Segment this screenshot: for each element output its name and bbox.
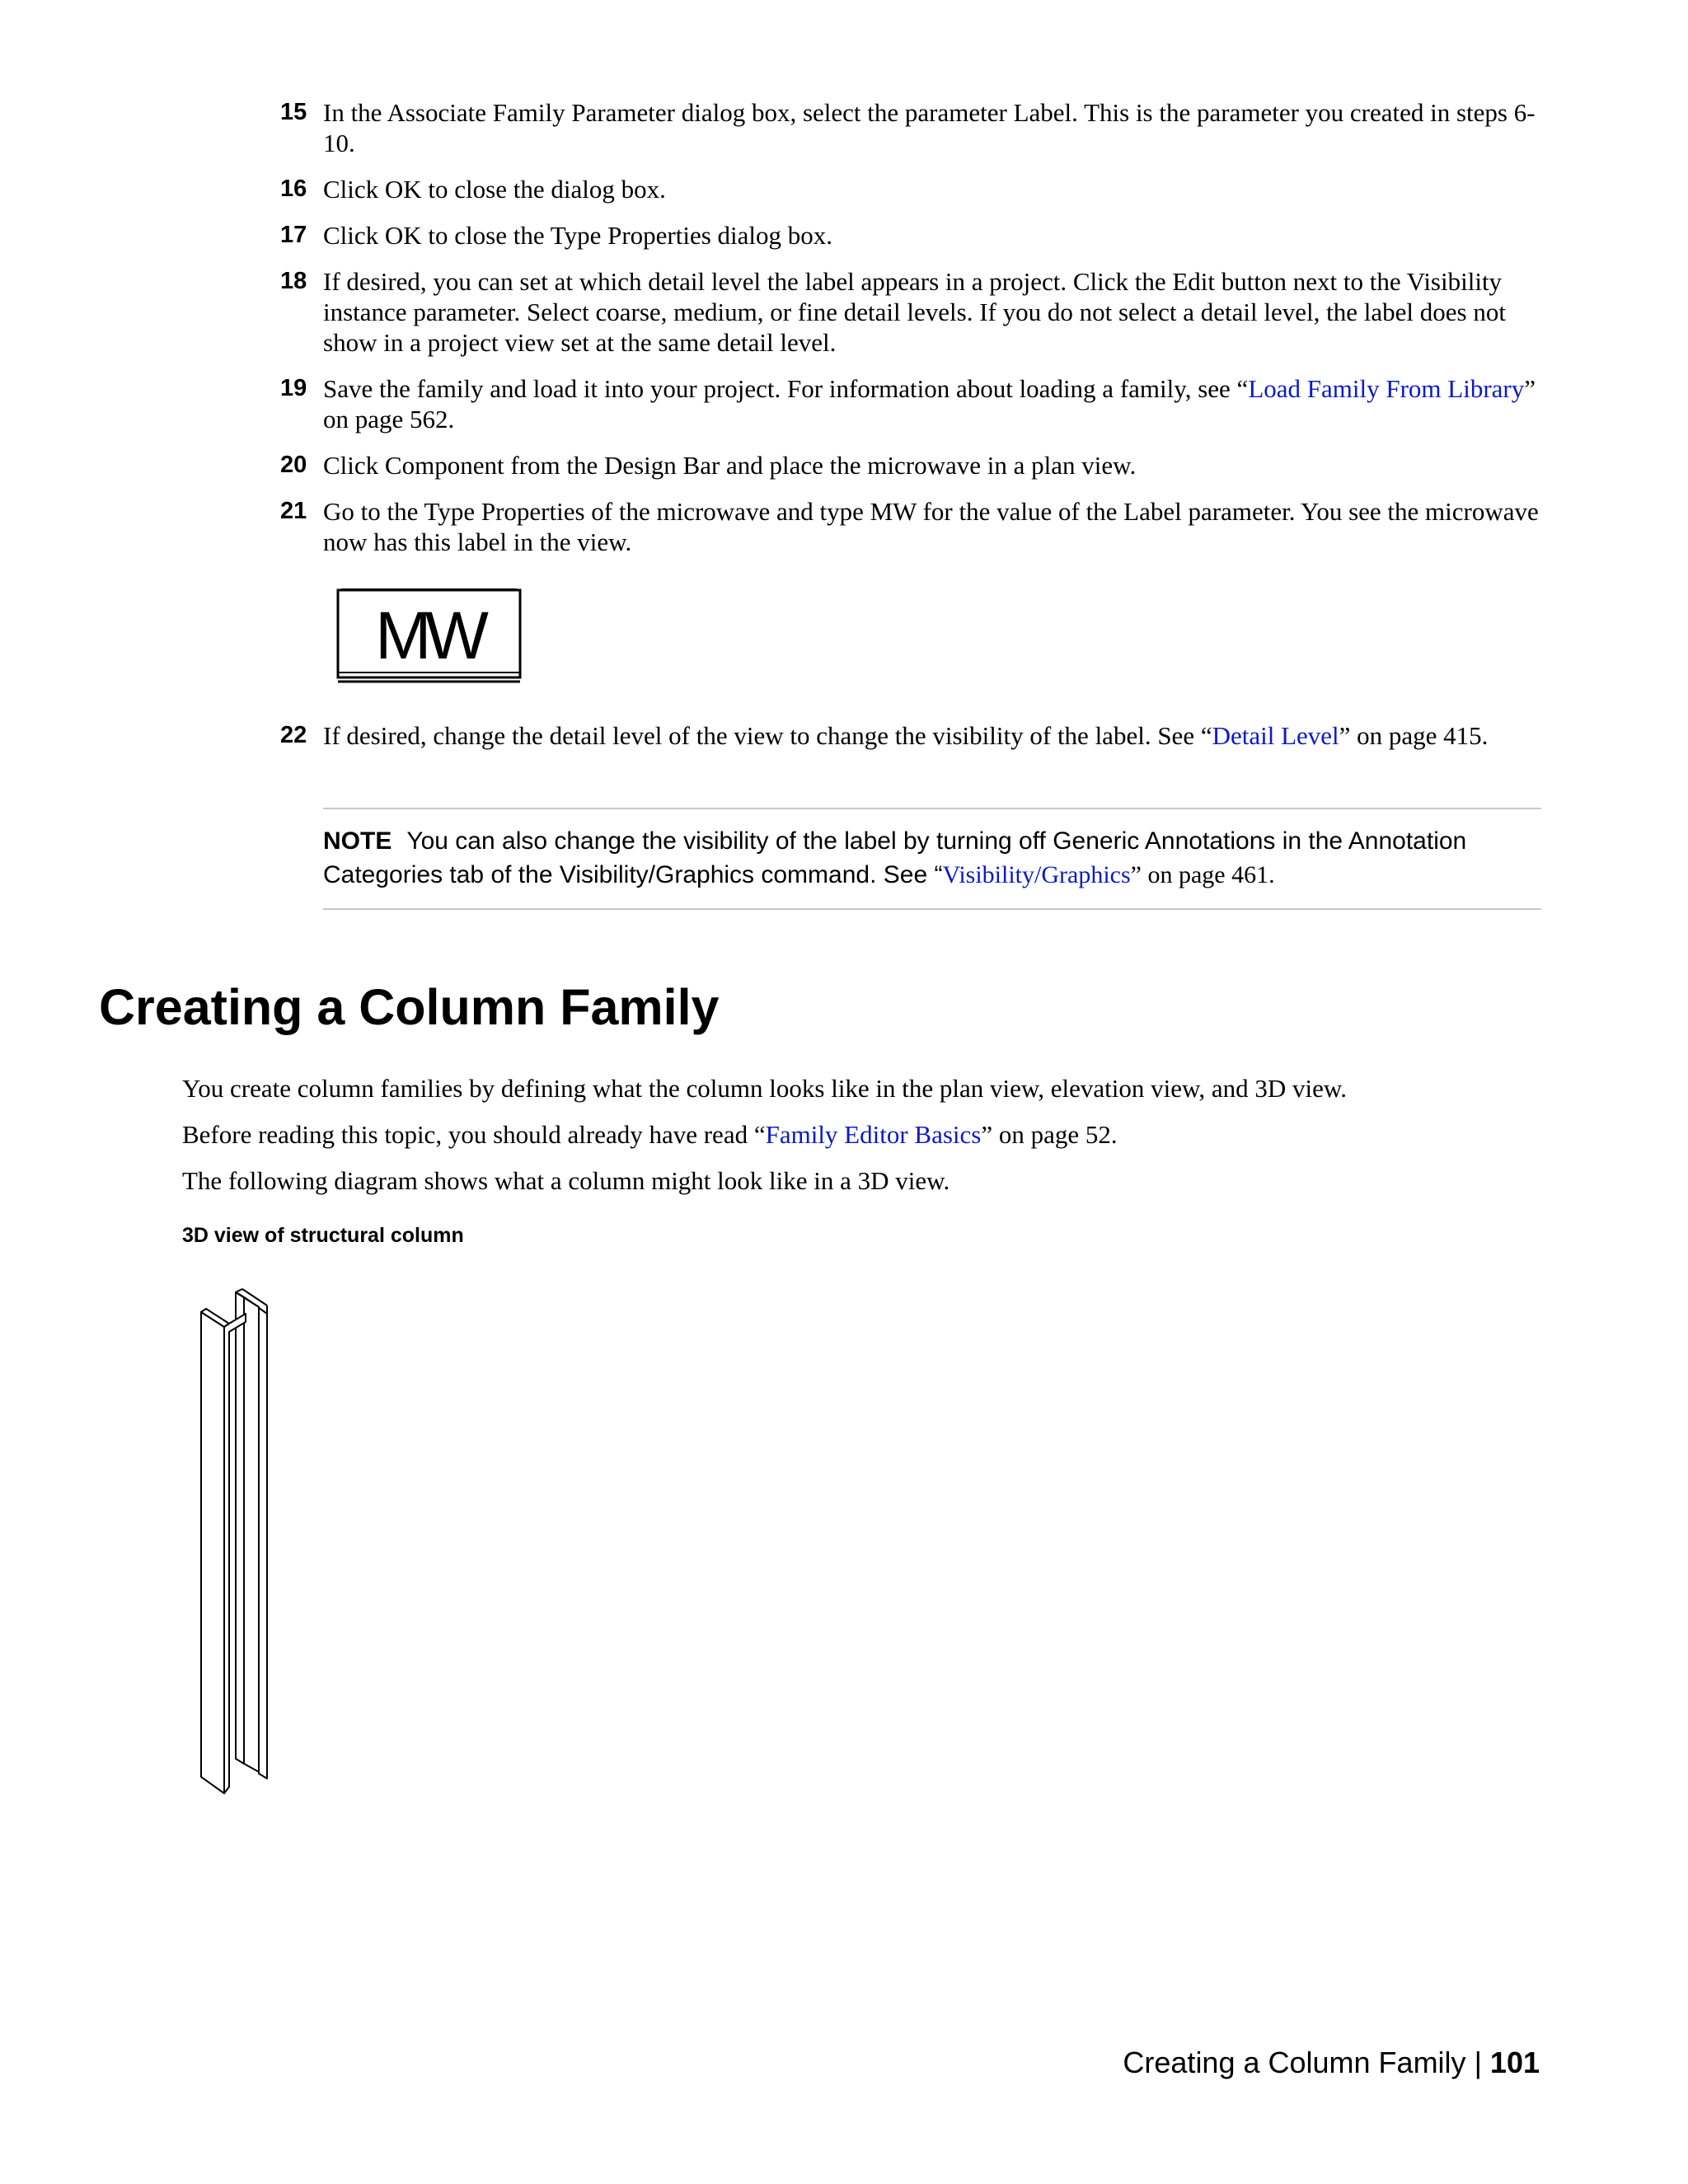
step-text: In the Associate Family Parameter dialog box, select the parameter Label. This is the parameter you created in steps 6-10. — [323, 98, 1536, 157]
step-number: 21 — [280, 498, 307, 524]
figure-caption: 3D view of structural column — [182, 1224, 464, 1247]
prerequisite-paragraph: Before reading this topic, you should already have read “Family Editor Basics” on page 52. — [182, 1120, 1118, 1149]
step-number: 18 — [280, 268, 307, 294]
step-22 — [280, 720, 1541, 751]
step-number: 16 — [280, 176, 307, 202]
load-family-link[interactable]: Load Family From Library — [1248, 374, 1525, 403]
step-text: If desired, you can set at which detail level the label appears in a project. Click the Edit button next to the Visibility instance parameter. Select coarse, medium, or fine detail levels. If you do not select a detail level, the label does not show in a project view set at the same detail level. — [323, 267, 1506, 357]
step-20 — [280, 450, 1541, 480]
numbered-steps — [280, 97, 1541, 557]
step-number: 15 — [280, 99, 307, 125]
step-text: Go to the Type Properties of the microwave and type MW for the value of the Label parameter. You see the microwave now has this label in the view. — [323, 497, 1539, 556]
mw-label-figure — [336, 587, 522, 686]
intro-paragraph: You create column families by defining what the column looks like in the plan view, elevation view, and 3D view. — [182, 1074, 1348, 1103]
page-footer — [1123, 2044, 1540, 2082]
structural-column-figure — [195, 1286, 277, 1797]
footer-title: Creating a Column Family — [1123, 2046, 1466, 2079]
family-editor-basics-link[interactable]: Family Editor Basics — [765, 1120, 982, 1149]
note-label: NOTE — [323, 827, 392, 855]
numbered-steps-continued — [280, 720, 1541, 751]
step-19 — [280, 373, 1541, 434]
step-15 — [280, 97, 1541, 158]
mw-label-text: MW — [375, 598, 482, 673]
detail-level-link[interactable]: Detail Level — [1212, 721, 1339, 750]
step-21 — [280, 496, 1541, 557]
step-text: If desired, change the detail level of the view to change the visibility of the label. See “Detail Level” on page 415. — [323, 721, 1489, 750]
step-number: 19 — [280, 375, 307, 401]
visibility-graphics-link[interactable]: Visibility/Graphics — [942, 861, 1131, 888]
step-17 — [280, 220, 1541, 251]
step-text: Save the family and load it into your project. For information about loading a family, see “Load Family From Library” on page 562. — [323, 374, 1536, 434]
step-18 — [280, 266, 1541, 358]
section-title: Creating a Column Family — [99, 979, 720, 1035]
step-16 — [280, 174, 1541, 204]
diagram-intro-paragraph: The following diagram shows what a column might look like in a 3D view. — [182, 1166, 950, 1195]
note-box: NOTE You can also change the visibility of the label by turning off Generic Annotations in the Annotation Categories tab of the Visibility/Graphics command. See “Visibility/Graphics” on page 461. — [323, 808, 1541, 910]
step-text: Click OK to close the dialog box. — [323, 175, 666, 204]
step-text: Click OK to close the Type Properties dialog box. — [323, 221, 833, 250]
step-text: Click Component from the Design Bar and place the microwave in a plan view. — [323, 451, 1137, 480]
footer-separator: | — [1474, 2046, 1482, 2079]
page-number: 101 — [1489, 2046, 1540, 2079]
step-number: 20 — [280, 452, 307, 478]
step-number: 22 — [280, 722, 307, 748]
note-text: You can also change the visibility of the label by turning off Generic Annotations in the Annotation Categories tab of the Visibility/Graphics command. See “ — [323, 827, 1467, 888]
step-number: 17 — [280, 222, 307, 248]
